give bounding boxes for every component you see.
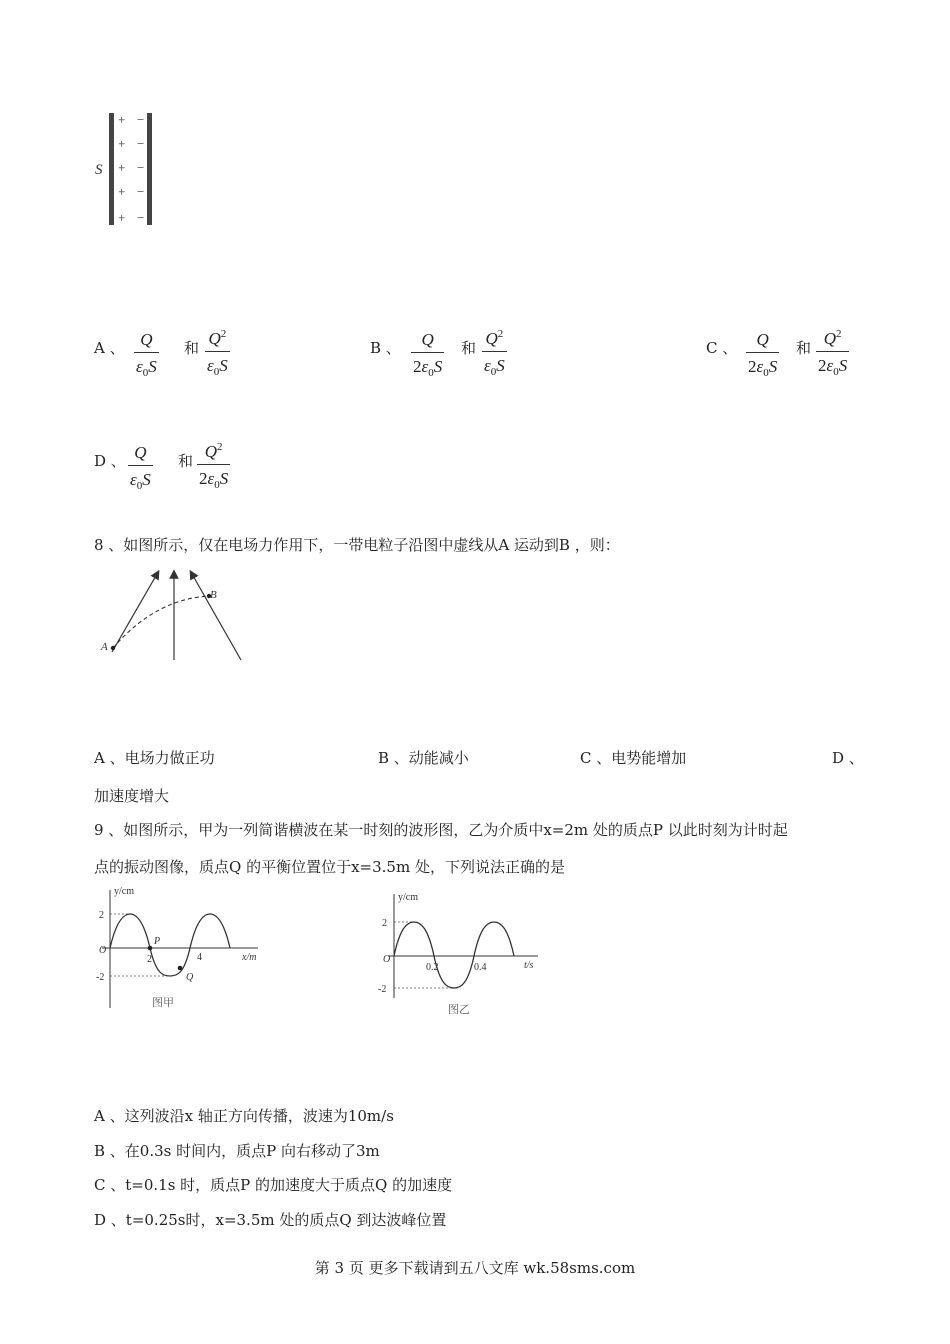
svg-text:+: + [118, 136, 126, 151]
svg-text:−: − [137, 160, 145, 175]
q8-field-figure [96, 568, 248, 664]
q7-option-b-fraction-1: Q $2\varepsilon_0S$ [413, 330, 443, 379]
field-line-left [112, 574, 157, 652]
vibration-curve [394, 922, 514, 988]
q7-option-d-and: 和 [178, 452, 194, 470]
svg-text:+: + [118, 160, 126, 175]
q7-option-a-fraction-1: Q $\varepsilon_0S$ [136, 330, 157, 379]
q7-option-d-fraction-2: $Q^2$ $2\varepsilon_0S$ [199, 441, 229, 491]
capacitor-diagram [92, 110, 172, 230]
q7-option-c-fraction-2: $Q^2$ $2\varepsilon_0S$ [818, 328, 848, 378]
y-axis-label: y/cm [398, 892, 418, 903]
t-tick-0.4: 0.4 [474, 962, 487, 973]
point-b-label: B [210, 589, 217, 601]
q8-option-c[interactable]: C 、电势能增加 [580, 749, 687, 767]
vibration-graph [374, 886, 554, 1020]
origin-label: O [99, 945, 107, 956]
point-q [178, 966, 183, 971]
graph-b-caption: 图乙 [448, 1004, 470, 1016]
q7-option-a-fraction-2: $Q^2$ $\varepsilon_0S$ [207, 328, 228, 378]
q9-option-b[interactable]: B 、在0.3s 时间内，质点P 向右移动了3m [94, 1142, 380, 1160]
svg-text:−: − [137, 210, 145, 225]
capacitor-minus-signs [137, 112, 144, 225]
capacitor-figure [92, 110, 172, 230]
q9-option-a[interactable]: A 、这列波沿x 轴正方向传播，波速为10m/s [94, 1107, 394, 1125]
q8-option-b[interactable]: B 、动能减小 [378, 749, 469, 767]
svg-text:+: + [118, 184, 126, 199]
graph-a-caption: 图甲 [152, 997, 174, 1009]
svg-text:+: + [118, 210, 126, 225]
capacitor-area-label: S [95, 162, 103, 178]
point-p [148, 946, 153, 951]
q7-option-a-and: 和 [184, 339, 200, 357]
x-axis-label: x/m [242, 952, 257, 963]
svg-text:−: − [137, 112, 145, 127]
q7-option-b-label[interactable]: B 、 [370, 339, 401, 357]
q7-option-b-and: 和 [461, 339, 477, 357]
svg-text:+: + [118, 112, 126, 127]
q7-option-d-label[interactable]: D 、 [94, 452, 126, 470]
x-tick-4: 4 [197, 952, 202, 963]
wave-curve [110, 914, 230, 976]
q7-option-b-fraction-2: $Q^2$ $\varepsilon_0S$ [484, 328, 505, 378]
y-tick-2: 2 [99, 910, 104, 921]
q9-graph-b [374, 886, 554, 1020]
q7-option-c-and: 和 [796, 339, 812, 357]
q9-option-c[interactable]: C 、t=0.1s 时，质点P 的加速度大于质点Q 的加速度 [94, 1176, 453, 1194]
q7-option-a-label[interactable]: A 、 [94, 339, 125, 357]
svg-text:−: − [137, 136, 145, 151]
point-a [111, 646, 115, 650]
point-p-label: P [154, 936, 161, 947]
q9-stem-line-1: 9 、如图所示，甲为一列简谐横波在某一时刻的波形图，乙为介质中x=2m 处的质点P 以此时刻为计时起 [94, 821, 788, 839]
q7-option-c-label[interactable]: C 、 [706, 339, 738, 357]
q8-option-d-text[interactable]: 加速度增大 [94, 787, 170, 805]
waveform-graph [96, 880, 276, 1020]
y-tick-neg2: -2 [378, 984, 387, 995]
svg-text:−: − [137, 184, 145, 199]
t-axis-label: t/s [524, 960, 534, 971]
page-footer: 第 3 页 更多下载请到五八文库 wk.58sms.com [314, 1259, 636, 1277]
capacitor-left-plate [109, 113, 114, 225]
field-lines-diagram [96, 568, 248, 664]
q9-stem-line-2: 点的振动图像，质点Q 的平衡位置位于x=3.5m 处，下列说法正确的是 [94, 858, 565, 876]
point-q-label: Q [186, 972, 194, 983]
y-axis-label: y/cm [114, 886, 134, 897]
q8-option-a[interactable]: A 、电场力做正功 [94, 749, 215, 767]
y-tick-2: 2 [382, 918, 387, 929]
capacitor-right-plate [147, 113, 152, 225]
q8-stem: 8 、如图所示，仅在电场力作用下，一带电粒子沿图中虚线从A 运动到B ，则： [94, 536, 620, 554]
y-tick-neg2: -2 [96, 972, 105, 983]
q9-graph-a [96, 880, 276, 1020]
field-line-right [192, 574, 241, 660]
q9-option-d[interactable]: D 、t=0.25s时，x=3.5m 处的质点Q 到达波峰位置 [94, 1211, 447, 1229]
t-tick-0.2: 0.2 [426, 962, 439, 973]
capacitor-plus-signs [118, 112, 125, 225]
origin-label: O [383, 954, 391, 965]
q7-option-d-fraction-1: Q $\varepsilon_0S$ [130, 443, 151, 492]
x-tick-2: 2 [147, 954, 152, 965]
point-a-label: A [101, 641, 108, 653]
q7-option-c-fraction-1: Q $2\varepsilon_0S$ [748, 330, 778, 379]
particle-trajectory [113, 596, 211, 648]
q8-option-d-label[interactable]: D 、 [832, 749, 864, 767]
